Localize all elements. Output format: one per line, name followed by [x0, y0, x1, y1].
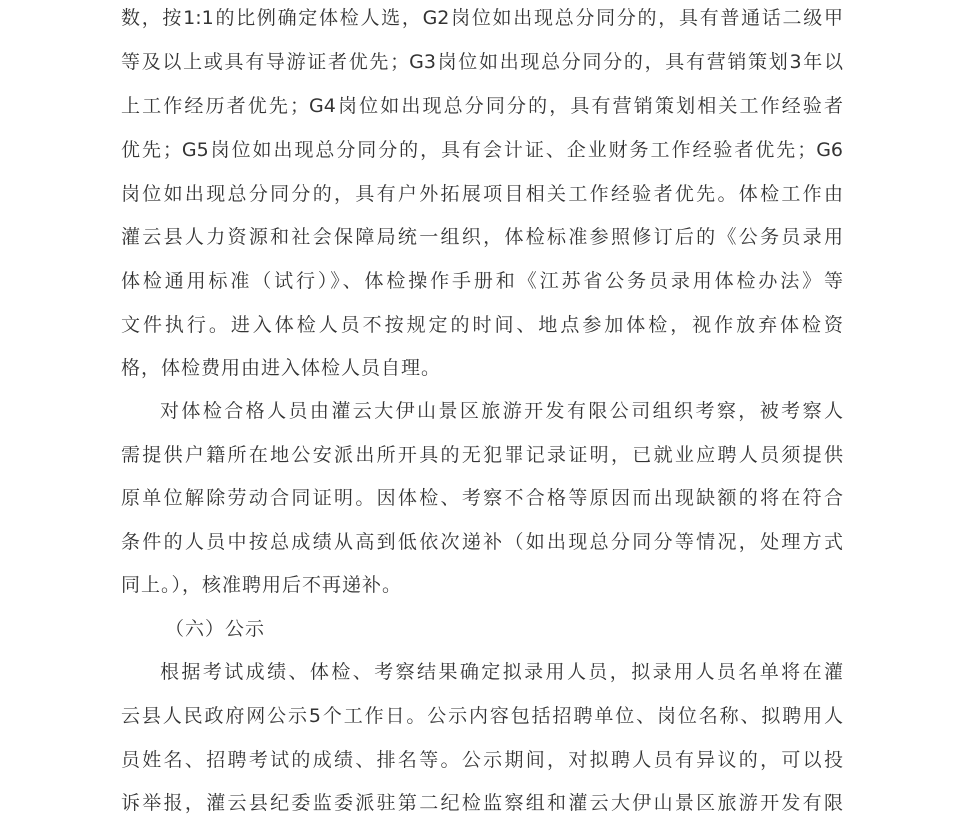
paragraph-line-6: 灌云县人力资源和社会保障局统一组织，体检标准参照修订后的《公务员录用	[121, 226, 843, 248]
paragraph-line-5: 岗位如出现总分同分的，具有户外拓展项目相关工作经验者优先。体检工作由	[121, 183, 843, 205]
paragraph-line-14: 同上。），核准聘用后不再递补。	[121, 574, 403, 596]
paragraph-line-9: 格，体检费用由进入体检人员自理。	[121, 357, 442, 379]
paragraph-line-8: 文件执行。进入体检人员不按规定的时间、地点参加体检，视作放弃体检资	[121, 314, 843, 336]
paragraph-line-7: 体检通用标准（试行）》、体检操作手册和《江苏省公务员录用体检办法》等	[121, 270, 843, 292]
paragraph-line-19: 诉举报，灌云县纪委监委派驻第二纪检监察组和灌云大伊山景区旅游开发有限	[121, 792, 843, 814]
paragraph-line-10: 对体检合格人员由灌云大伊山景区旅游开发有限公司组织考察，被考察人	[160, 400, 843, 422]
paragraph-line-4: 优先；G5岗位如出现总分同分的，具有会计证、企业财务工作经验者优先；G6	[121, 139, 843, 161]
paragraph-line-16: 根据考试成绩、体检、考察结果确定拟录用人员，拟录用人员名单将在灌	[160, 661, 843, 683]
paragraph-line-18: 员姓名、招聘考试的成绩、排名等。公示期间，对拟聘人员有异议的，可以投	[121, 749, 843, 771]
section-heading: （六）公示	[165, 618, 266, 640]
paragraph-line-17: 云县人民政府网公示5个工作日。公示内容包括招聘单位、岗位名称、拟聘用人	[121, 705, 843, 727]
paragraph-line-3: 上工作经历者优先；G4岗位如出现总分同分的，具有营销策划相关工作经验者	[121, 95, 843, 117]
paragraph-line-2: 等及以上或具有导游证者优先；G3岗位如出现总分同分的，具有营销策划3年以	[121, 51, 843, 73]
paragraph-line-13: 条件的人员中按总成绩从高到低依次递补（如出现总分同分等情况，处理方式	[121, 531, 843, 553]
paragraph-line-11: 需提供户籍所在地公安派出所开具的无犯罪记录证明，已就业应聘人员须提供	[121, 444, 843, 466]
paragraph-line-12: 原单位解除劳动合同证明。因体检、考察不合格等原因而出现缺额的将在符合	[121, 487, 843, 509]
paragraph-line-1: 数，按1:1的比例确定体检人选，G2岗位如出现总分同分的，具有普通话二级甲	[121, 7, 843, 29]
